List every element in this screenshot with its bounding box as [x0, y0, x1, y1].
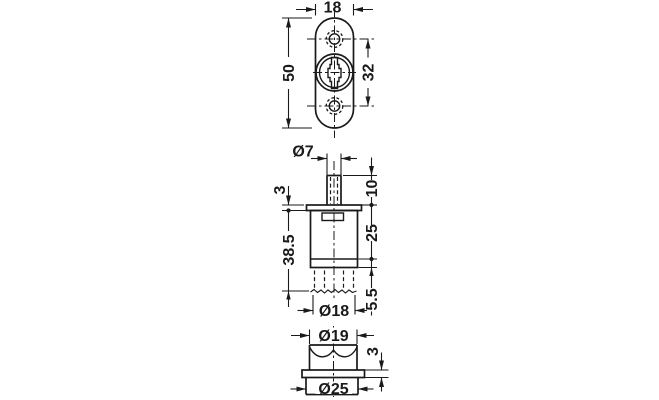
dim-label-plate-height: 50	[281, 64, 298, 82]
dim-label-plate-width: 18	[323, 0, 342, 17]
dim-label-body-length: 25	[364, 224, 381, 242]
dim-label-bore-diameter: Ø18	[318, 303, 350, 320]
dim-label-spindle-length: 10	[364, 179, 381, 198]
dim-label-insert-length: 38.5	[281, 234, 298, 266]
dim-label-tip-length: 5.5	[364, 288, 381, 311]
dim-label-collar-thickness: 3	[365, 347, 382, 356]
dimension-collar-thickness	[359, 353, 389, 392]
dim-label-flange-thickness: 3	[272, 185, 289, 195]
dim-label-hole-spacing: 32	[360, 63, 378, 82]
dim-label-collar-diameter: Ø25	[318, 381, 349, 398]
dim-label-spindle-diameter: Ø7	[292, 143, 314, 161]
dim-label-sleeve-diameter: Ø19	[318, 328, 349, 345]
latch-window	[322, 213, 344, 221]
